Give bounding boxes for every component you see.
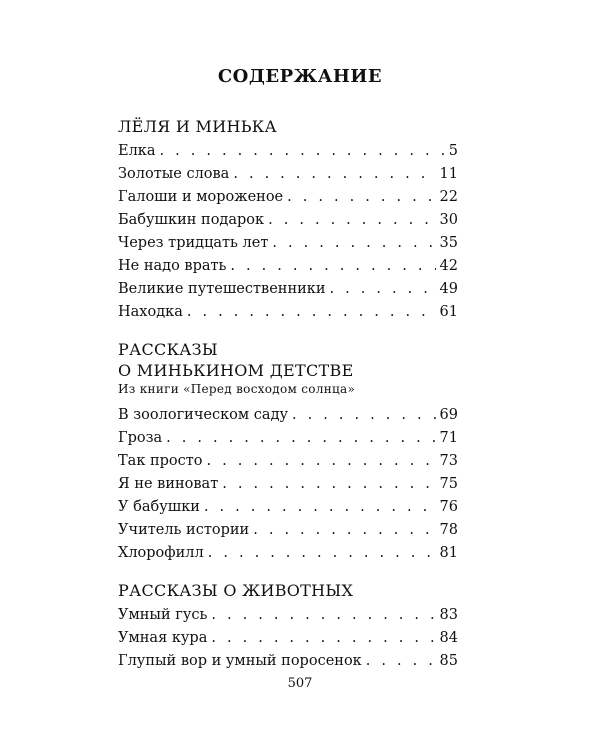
entry-page: 81 — [439, 545, 458, 561]
toc-entry — [118, 630, 458, 653]
dot-leader — [253, 522, 435, 538]
section-subtitle: Из книги «Перед восходом солнца» — [118, 382, 356, 396]
entry-title: Находка — [118, 304, 183, 320]
entry-title: Через тридцать лет — [118, 235, 269, 251]
entry-title: Умная кура — [118, 630, 208, 646]
entry-page: 76 — [439, 499, 458, 515]
entry-page: 11 — [439, 166, 458, 182]
dot-leader — [292, 407, 436, 423]
toc-entry — [118, 304, 458, 327]
entry-page: 85 — [439, 653, 458, 669]
entry-page: 22 — [439, 189, 458, 205]
dot-leader — [166, 430, 435, 446]
toc-entry — [118, 476, 458, 499]
dot-leader — [207, 453, 436, 469]
entry-page: 49 — [439, 281, 458, 297]
toc-entry — [118, 453, 458, 476]
entry-page: 30 — [439, 212, 458, 228]
dot-leader — [233, 166, 435, 182]
entry-page: 69 — [439, 407, 458, 423]
entry-title: Хлорофилл — [118, 545, 204, 561]
entry-title: Галоши и мороженое — [118, 189, 284, 205]
page-title: СОДЕРЖАНИЕ — [217, 66, 383, 87]
toc-entry — [118, 143, 458, 166]
entry-title: Умный гусь — [118, 607, 208, 623]
toc-entry — [118, 281, 458, 304]
entry-title: Я не виноват — [118, 476, 219, 492]
entry-page: 35 — [439, 235, 458, 251]
section-heading-line-1: РАССКАЗЫ — [118, 340, 218, 359]
section-heading-line-2: О МИНЬКИНОМ ДЕТСТВЕ — [118, 361, 354, 380]
toc-entry — [118, 189, 458, 212]
dot-leader — [366, 653, 436, 669]
entry-page: 84 — [439, 630, 458, 646]
entry-page: 42 — [439, 258, 458, 274]
toc-entry — [118, 166, 458, 189]
toc-entry — [118, 653, 458, 676]
dot-leader — [187, 304, 436, 320]
entry-title: Так просто — [118, 453, 203, 469]
section-heading: ЛЁЛЯ И МИНЬКА — [118, 117, 277, 136]
toc-entry — [118, 212, 458, 235]
toc-entry — [118, 607, 458, 630]
entry-title: Великие путешественники — [118, 281, 326, 297]
entry-page: 71 — [439, 430, 458, 446]
entry-page: 5 — [448, 143, 458, 159]
entry-page: 73 — [439, 453, 458, 469]
table-of-contents — [118, 116, 458, 688]
toc-section-rasskazy-o-zhivotnykh — [118, 580, 458, 676]
entry-title: Золотые слова — [118, 166, 230, 182]
page-number: 507 — [287, 676, 313, 691]
dot-leader — [268, 212, 435, 228]
dot-leader — [272, 235, 435, 251]
entry-title: У бабушки — [118, 499, 200, 515]
dot-leader — [160, 143, 445, 159]
entry-title: Учитель истории — [118, 522, 250, 538]
entry-title: Елка — [118, 143, 156, 159]
toc-entry — [118, 258, 458, 281]
entry-title: Не надо врать — [118, 258, 227, 274]
toc-entry — [118, 522, 458, 545]
dot-leader — [230, 258, 435, 274]
toc-entry — [118, 407, 458, 430]
dot-leader — [211, 630, 435, 646]
dot-leader — [330, 281, 436, 297]
toc-entry — [118, 430, 458, 453]
toc-section-minkino-detstvo — [118, 339, 458, 568]
dot-leader — [287, 189, 435, 205]
entry-page: 61 — [439, 304, 458, 320]
entry-page: 75 — [439, 476, 458, 492]
entry-title: Гроза — [118, 430, 163, 446]
entry-title: В зоологическом саду — [118, 407, 289, 423]
dot-leader — [204, 499, 436, 515]
entry-title: Глупый вор и умный поросенок — [118, 653, 362, 669]
section-heading: РАССКАЗЫ О ЖИВОТНЫХ — [118, 581, 354, 600]
toc-entry — [118, 545, 458, 568]
dot-leader — [222, 476, 435, 492]
entry-title: Бабушкин подарок — [118, 212, 265, 228]
toc-section-lelya-i-minka — [118, 116, 458, 327]
entry-page: 78 — [439, 522, 458, 538]
toc-entry — [118, 235, 458, 258]
dot-leader — [211, 607, 435, 623]
entry-page: 83 — [439, 607, 458, 623]
dot-leader — [208, 545, 436, 561]
toc-entry — [118, 499, 458, 522]
